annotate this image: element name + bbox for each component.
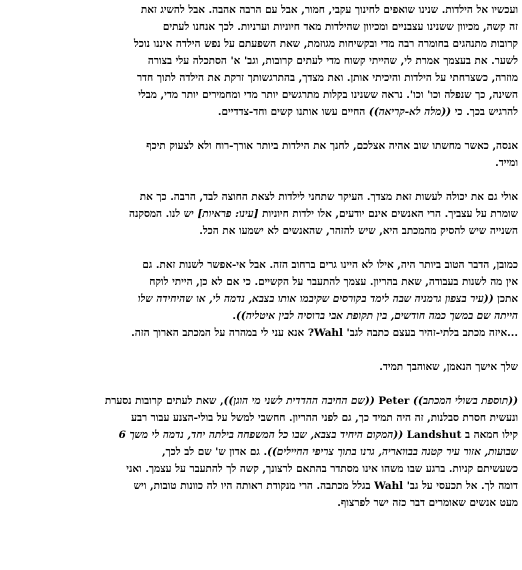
editorial-note: ((תוספת בשולי המכתב)) [413, 395, 518, 407]
paragraph [2, 257, 518, 342]
paragraph [2, 359, 518, 376]
editorial-note: ((עיר בצפון גרמניה שבה לימד בקורסים שקיבמו אותו בצבא, נדמה לי, או שהיחידה שלו [137, 293, 494, 305]
text-line [2, 104, 518, 121]
editorial-note: הייתה שם במשך כמה חודשים, בין תקופת אבי ברוסיה לבין איטליה)) [236, 310, 518, 322]
text-segment: ועכשיו אל הילדות. שנינו שואפים לחינוך עקבי, חמור, אבל עם הרבה אהבה. אבל להשיג זאת [140, 4, 518, 16]
text-line [2, 138, 518, 155]
text-line [2, 410, 518, 427]
text-segment: ומייד. [495, 157, 518, 169]
text-line [2, 495, 518, 512]
text-segment: מוזרה, כשצרחתי על הילדות והיכיתי אותן. ואת מצדך, בהתרגשותך זרקת את הילדה לתוך חדר [136, 72, 518, 84]
text-segment: כשעשיתם קניות. ברגע שבו משהו אינו מסתדר בהתאם לרצונך, קשה לך להתעבר על עצמך. ואני [126, 463, 518, 475]
text-line [2, 19, 518, 36]
editorial-note: שבועות, אזור עיר קטנה בבוואריה, גרנו בתוך צריפי החיילים)) [267, 446, 518, 458]
text-line [2, 308, 518, 325]
text-segment: יש לנו. המסקנה [129, 208, 198, 220]
text-line [2, 53, 518, 70]
text-line [2, 274, 518, 291]
text-segment: שלך אישך הנאמן, שאוהבך תמיד. [379, 361, 518, 373]
paragraph-gap [2, 240, 518, 257]
text-line [2, 36, 518, 53]
text-line [2, 87, 518, 104]
text-segment: אתכן [493, 293, 518, 305]
paragraph-gap [2, 376, 518, 393]
text-segment: דומה לך. אל תכעסי על גב' Wahl בגלל מכתבה. הרי מנקודת ראותה היו לה כוונות טובות, ויש [133, 480, 518, 492]
paragraph [2, 393, 518, 512]
text-segment: כמובן, הדבר הטוב ביותר היה, אילו לא היינו גרים ברחוב הזה. אבל אי-אפשר לשנות זאת. גם [142, 259, 518, 271]
paragraph-gap [2, 121, 518, 138]
text-segment: השנייה שיש להסיק מהמכתב היא, שיש להזהר, שהאנשים לא ישמעו את הכל. [199, 225, 518, 237]
text-line [2, 223, 518, 240]
text-line [2, 325, 518, 342]
text-segment: לשער. את בעצמך אמרת לי, שהייתי קשוח מדי לעתים קרובות, וגב' א' הסתכלה עלי בצורה [147, 55, 518, 67]
text-segment: השינה, כך שנפלה וכו' וכו'. נראה ששנינו בקלות מתרגשים יותר מדי ומחמירים יותר מדי, מבלי [138, 89, 518, 101]
paragraph [2, 2, 518, 121]
text-segment: קרובות מתנהגים בחומרה רבה מדי ובקשיחות מגוזמת, שאת השפעתם על נפש הילדה איננו נוכל [133, 38, 518, 50]
text-line [2, 291, 518, 308]
text-segment: החיים עשו אותנו קשים וחד-צדדיים. [217, 106, 369, 118]
editorial-note: ((שם החיבה ההדדית לשני מי הוגן)) [223, 395, 375, 407]
text-line [2, 444, 518, 461]
text-line [2, 206, 518, 223]
text-segment: אולי גם את יכולה לעשות זאת מצדך. העיקר שתחני לילדות לצאת החוצה לבד, הרבה. כך את [139, 191, 518, 203]
text-line [2, 427, 518, 444]
text-segment: ונעשית חסרת סבלנות, זה היה תמיד כך, גם לפני ההריון. חחשבי למשל על בולי-הצנע עבור רבע [131, 412, 518, 424]
text-segment: להרגיש בכך. כי [451, 106, 518, 118]
text-segment: מעט אנשים שאומרים דבר כזה ישר לפרצוף. [337, 497, 518, 509]
text-line [2, 2, 518, 19]
text-line [2, 189, 518, 206]
text-segment: אנסה, כאשר מחשתו שוב אהיה אצלכם, לחנך את הילדות ביותר אורך-רוח ולא לצעוק תיכף [146, 140, 518, 152]
text-segment: . גם אדון ש' שם לב לכך, [161, 446, 268, 458]
text-segment: Peter [374, 395, 414, 407]
paragraph-gap [2, 342, 518, 359]
text-line [2, 257, 518, 274]
editorial-note: ((המקום היחיד בצבא, שבו כל המשפחה בילתה יחד, נדמה לי משך 6 [118, 429, 404, 441]
paragraph [2, 138, 518, 172]
text-segment: ...איזה מכתב בלתי-זהיר בעצם כתבה לגב' Wahl? אנא עני לי במהרה על המכתב הארוך הזה. [131, 327, 518, 339]
editorial-note: ((מלה לא-קריאה)) [368, 106, 452, 118]
text-segment: שומרת על עצביך. הרי האנשים אינם יודעים, אלו ילדות חיוניות [258, 208, 518, 220]
text-line [2, 70, 518, 87]
text-segment: זה קשה, מכיוון ששנינו עצבניים ומכיוון שהילדות מאד חיוניות וערניות. לכך אנחנו לעתים [162, 21, 518, 33]
editorial-note: [עינו: פראיות] [197, 208, 259, 220]
text-line [2, 393, 518, 410]
paragraph [2, 189, 518, 240]
text-segment: . [232, 310, 236, 322]
text-segment: , שאת לעתים קרובות נסערת [104, 395, 224, 407]
text-segment: אין מה לשנות בעבודה, שאת בהריון. עצמך להתעבר על הקשיים. כי אם לא כן, הייתי לוקח [149, 276, 518, 288]
text-line [2, 359, 518, 376]
text-line [2, 478, 518, 495]
text-segment: קילו חמאה ב Landshut [403, 429, 518, 441]
text-line [2, 155, 518, 172]
paragraph-gap [2, 172, 518, 189]
text-line [2, 461, 518, 478]
